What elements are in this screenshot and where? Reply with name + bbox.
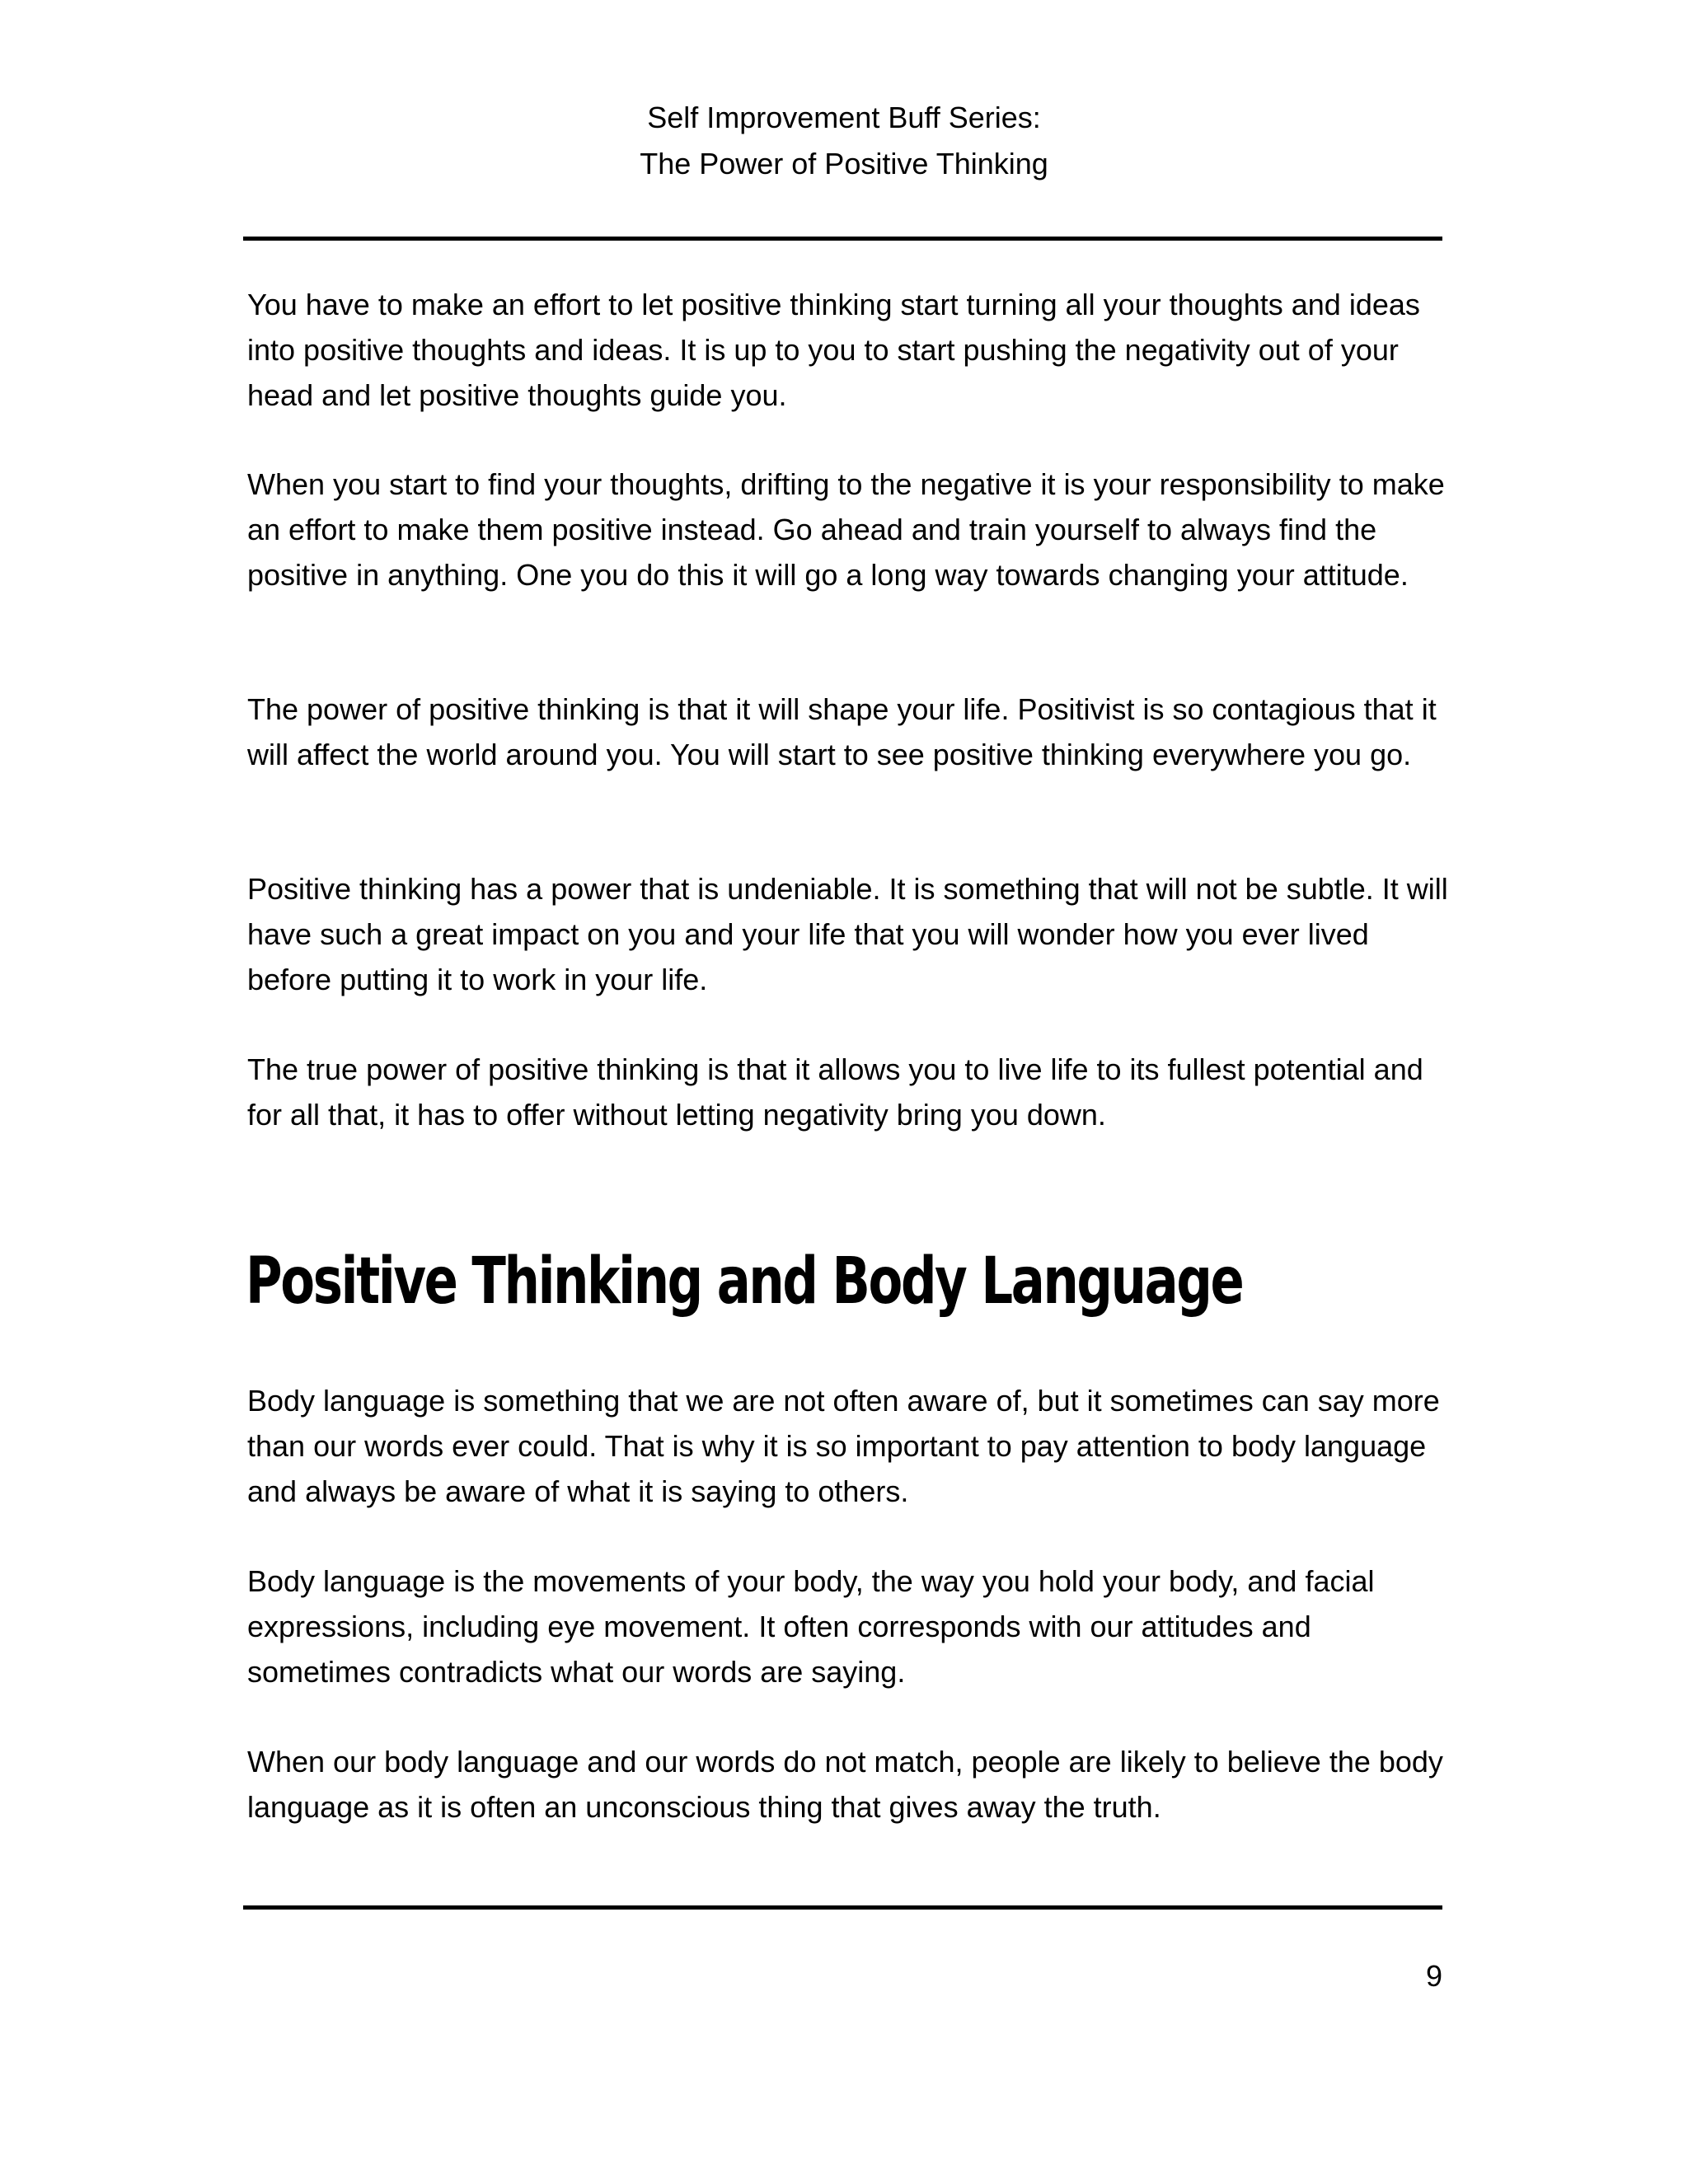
footer-divider xyxy=(243,1905,1442,1910)
series-title: Self Improvement Buff Series: xyxy=(647,101,1041,134)
paragraph-3: The power of positive thinking is that it will shape your life. Positivist is so contagious that it will affect the world around you. You will start to see positive thinking everywhere you go. xyxy=(247,692,1437,771)
page-header xyxy=(0,95,1688,187)
paragraph-1: You have to make an effort to let positive thinking start turning all your thoughts and ideas into positive thoughts and ideas. It is up to you to start pushing the negativity out of your head and let positive thoughts guide you. xyxy=(247,288,1420,412)
book-title: The Power of Positive Thinking xyxy=(640,147,1048,180)
section-paragraph-1: Body language is something that we are not often aware of, but it sometimes can say more than our words ever could. That is why it is so important to pay attention to body language and always be aware of what it is saying to others. xyxy=(247,1384,1440,1508)
section-paragraph-2: Body language is the movements of your body, the way you hold your body, and facial expressions, including eye movement. It often corresponds with our attitudes and sometimes contradicts what our words are saying. xyxy=(247,1564,1375,1689)
paragraph-5: The true power of positive thinking is that it allows you to live life to its fullest potential and for all that, it has to offer without letting negativity bring you down. xyxy=(247,1052,1423,1132)
paragraph-4: Positive thinking has a power that is undeniable. It is something that will not be subtle. It will have such a great impact on you and your life that you will wonder how you ever lived before putting it to work in your life. xyxy=(247,872,1448,996)
section-paragraph-3: When our body language and our words do not match, people are likely to believe the body language as it is often an unconscious thing that gives away the truth. xyxy=(247,1745,1443,1824)
page-number: 9 xyxy=(1425,1959,1442,1993)
header-divider xyxy=(243,237,1442,241)
paragraph-2: When you start to find your thoughts, drifting to the negative it is your responsibility to make an effort to make them positive instead. Go ahead and train yourself to always find the positive in anything. One you do this it will go a long way towards changing your attitude. xyxy=(247,467,1445,592)
section-heading: Positive Thinking and Body Language xyxy=(246,1244,1243,1319)
